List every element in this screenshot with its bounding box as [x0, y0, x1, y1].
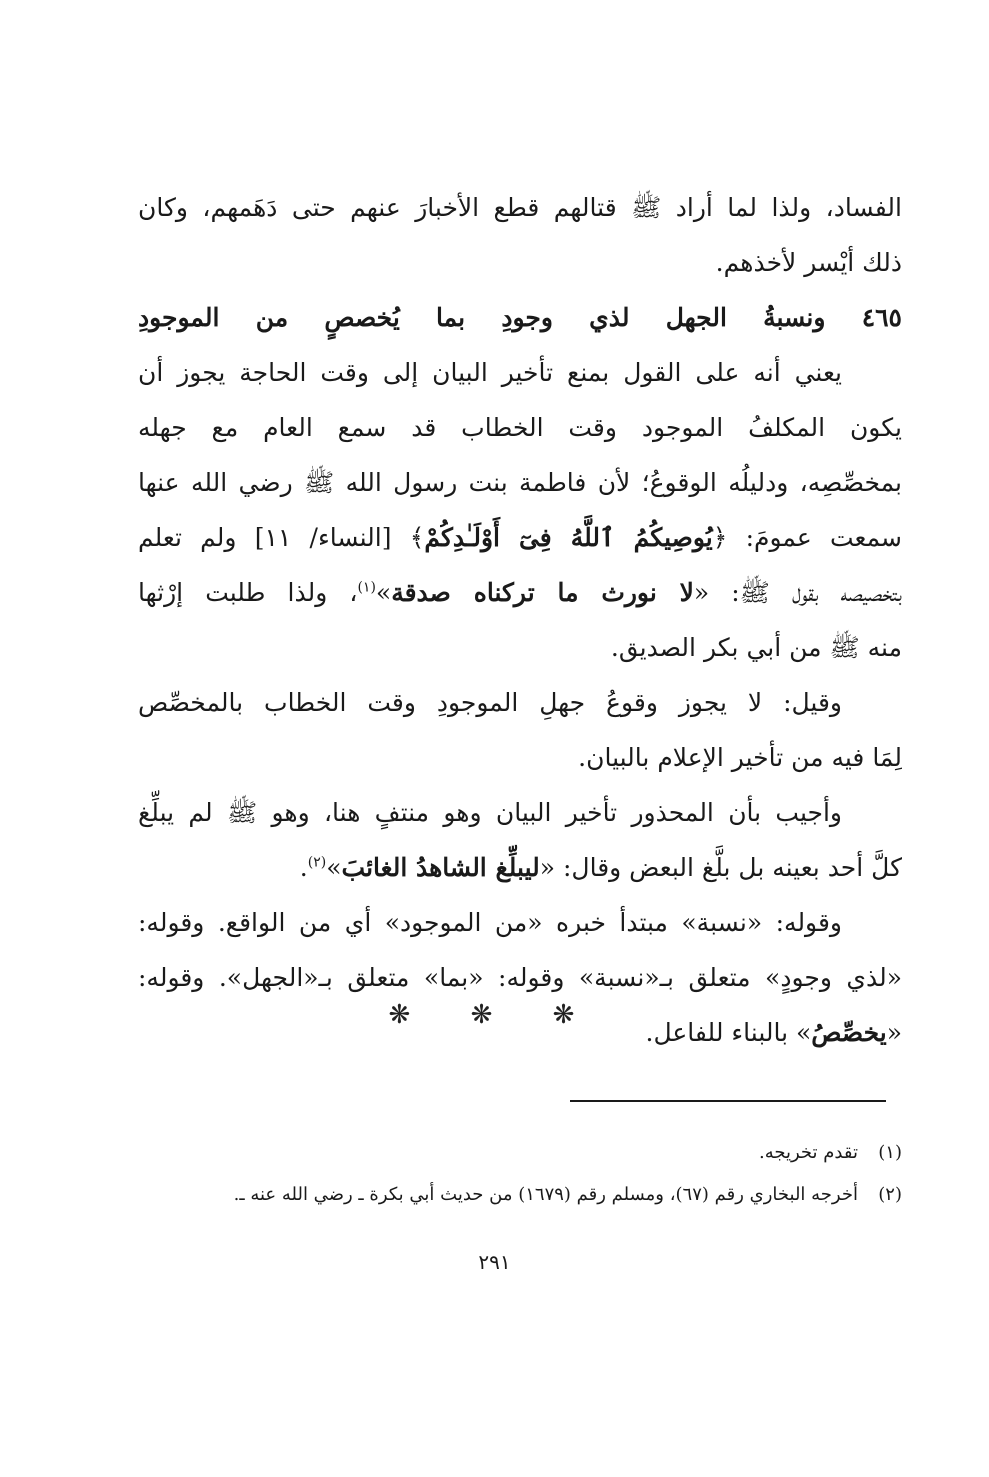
text-line: «لذي وجودٍ» متعلق بـ«نسبة» وقوله: «بما» متعلق بـ«الجهل». وقوله: [138, 963, 902, 992]
text-span: ، ولذا طلبت إرْثها [138, 578, 358, 607]
text-line: وقيل: لا يجوز وقوعُ جهلِ الموجودِ وقت الخطاب بالمخصِّص [138, 688, 842, 717]
footnote-ref: (٢) [307, 854, 327, 871]
page-number: ٢٩١ [478, 1250, 511, 1274]
text-span: ﴾ [النساء/ ١١] ولم تعلم [138, 523, 425, 552]
footnote-divider [570, 1100, 886, 1102]
footnote-text: تقدم تخريجه. [759, 1142, 858, 1163]
text-line: منه ﷺ من أبي بكر الصديق. [610, 633, 902, 662]
footnote-number: (١) [878, 1142, 902, 1163]
footnote-ref: (١) [357, 579, 376, 596]
text-span: سمعت عمومَ: ﴿ [712, 523, 902, 552]
section-separator: ❋ ❋ ❋ [388, 1000, 601, 1030]
text-line: بمخصِّصِه، ودليلُه الوقوعُ؛ لأن فاطمة بنت رسول الله ﷺ رضي الله عنها [138, 468, 902, 497]
text-line: الفساد، ولذا لما أراد ﷺ قتالهم قطع الأخبارَ عنهم حتى دَهَمهم، وكان [138, 193, 902, 222]
text-span: » [326, 853, 342, 882]
hadith-quote: لا نورث ما تركناه صدقة [391, 578, 694, 607]
text-span: » [375, 578, 392, 607]
hadith-quote: ليبلِّغ الشاهدُ الغائبَ [341, 853, 540, 882]
text-line [138, 510, 902, 565]
quran-verse: يُوصِيكُمُ ٱللَّهُ فِىٓ أَوْلَـٰدِكُمْ [424, 523, 713, 552]
text-line: يكون المكلفُ الموجود وقت الخطاب قد سمع العام مع جهله [138, 413, 902, 442]
text-span: « [886, 1018, 902, 1047]
main-text [138, 180, 902, 1060]
text-line: ذلك أيْسر لأخذهم. [715, 248, 902, 277]
footnote-number: (٢) [878, 1184, 902, 1205]
text-span: . [299, 853, 308, 882]
footnote [138, 1174, 902, 1216]
footnote-text: أخرجه البخاري رقم (٦٧)، ومسلم رقم (١٦٧٩) من حديث أبي بكرة ـ رضي الله عنه ـ. [233, 1184, 858, 1205]
text-line: لِمَا فيه من تأخير الإعلام بالبيان. [578, 743, 902, 772]
text-line [138, 840, 902, 895]
verse-heading: ٤٦٥ ونسبةُ الجهل لذي وجودِ بما يُخصصٍ من الموجودِ [138, 303, 902, 332]
text-span: » بالبناء للفاعل. [645, 1018, 812, 1047]
text-line: وأجيب بأن المحذور تأخير البيان وهو منتفٍ هنا، وهو ﷺ لم يبلِّغ [138, 798, 842, 827]
footnotes [138, 1132, 902, 1216]
text-span: كلَّ أحد بعينه بل بلَّغ البعض وقال: « [539, 853, 902, 882]
text-span: بتخصيصه بقول ﷺ: « [693, 578, 902, 607]
quoted-word: يخصِّصُ [811, 1018, 887, 1047]
text-line [138, 565, 902, 620]
text-line: يعني أنه على القول بمنع تأخير البيان إلى وقت الحاجة يجوز أن [138, 358, 842, 387]
text-line: وقوله: «نسبة» مبتدأ خبره «من الموجود» أي من الواقع. وقوله: [138, 908, 842, 937]
footnote [138, 1132, 902, 1174]
